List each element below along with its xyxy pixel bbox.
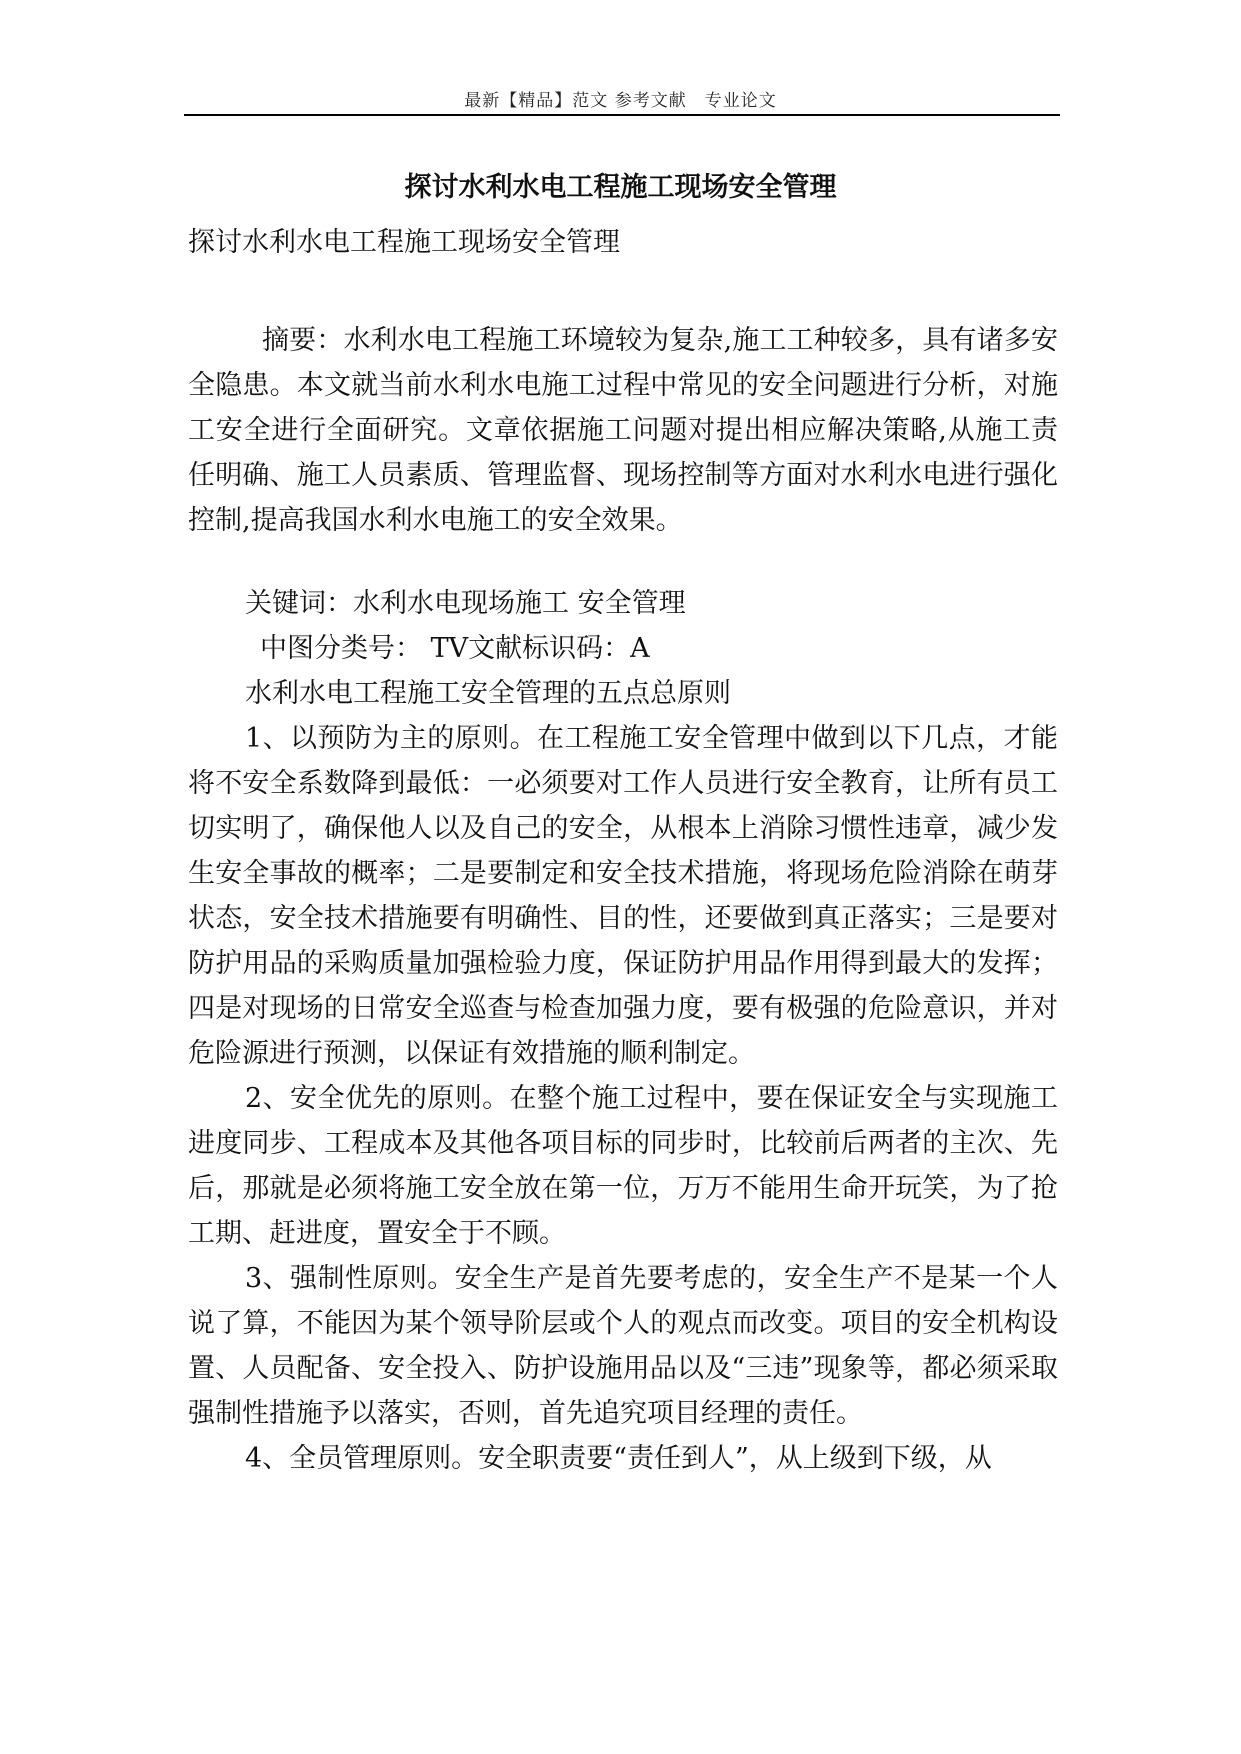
document-title: 探讨水利水电工程施工现场安全管理: [404, 172, 837, 203]
principle-paragraph-1: 1、以预防为主的原则。在工程施工安全管理中做到以下几点，才能将不安全系数降到最低：一必须要对工作人员进行安全教育，让所有员工切实明了，确保他人以及自己的安全，从根本上消除习惯性违章，减少发生安全事故的概率；二是要制定和安全技术措施，将现场危险消除在萌芽状态，安全技术措施要有明确性、目的性，还要做到真正落实；三是要对防护用品的采购质量加强检验力度，保证防护用品作用得到最大的发挥；四是对现场的日常安全巡查与检查加强力度，要有极强的危险意识，并对危险源进行预测，以保证有效措施的顺利制定。: [188, 723, 1058, 1069]
principle-paragraph-2: 2、安全优先的原则。在整个施工过程中，要在保证安全与实现施工进度同步、工程成本及其他各项目标的同步时，比较前后两者的主次、先后，那就是必须将施工安全放在第一位，万万不能用生命开玩笑，为了抢工期、赶进度，置安全于不顾。: [188, 1083, 1058, 1249]
section-heading: 水利水电工程施工安全管理的五点总原则: [245, 678, 731, 709]
document-body: [188, 220, 1058, 1481]
principle-paragraph-4: 4、全员管理原则。安全职责要“责任到人”，从上级到下级，从: [245, 1443, 992, 1474]
principle-paragraph-3: 3、强制性原则。安全生产是首先要考虑的，安全生产不是某一个人说了算，不能因为某个领导阶层或个人的观点而改变。项目的安全机构设置、人员配备、安全投入、防护设施用品以及“三违”现象等，都必须采取强制性措施予以落实，否则，首先追究项目经理的责任。: [188, 1263, 1058, 1429]
abstract-paragraph: 摘要：水利水电工程施工环境较为复杂,施工工种较多，具有诸多安全隐患。本文就当前水利水电施工过程中常见的安全问题进行分析，对施工安全进行全面研究。文章依据施工问题对提出相应解决策略,从施工责任明确、施工人员素质、管理监督、现场控制等方面对水利水电进行强化控制,提高我国水利水电施工的安全效果。: [188, 325, 1058, 536]
classification-line: 中图分类号： TV文献标识码：A: [260, 633, 650, 664]
header-rule: [184, 114, 1060, 116]
keywords-line: 关键词：水利水电现场施工 安全管理: [245, 588, 686, 619]
page-header: 最新【精品】范文 参考文献 专业论文: [464, 91, 777, 111]
document-subtitle: 探讨水利水电工程施工现场安全管理: [188, 227, 620, 258]
